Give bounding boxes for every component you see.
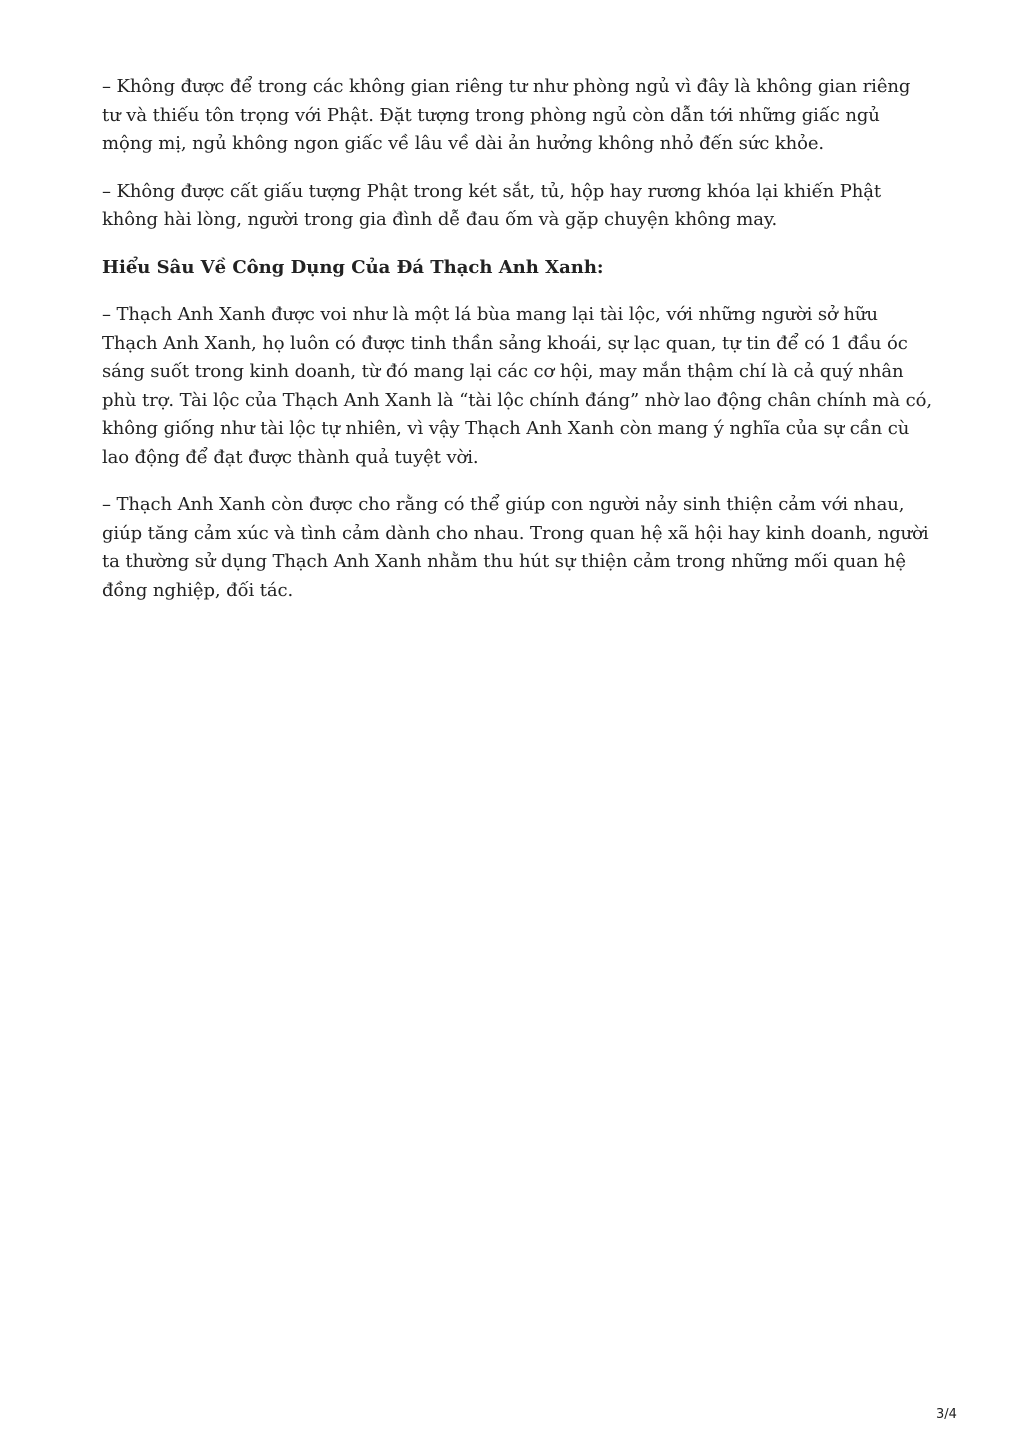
paragraph-safe-warning: – Không được cất giấu tượng Phật trong két sắt, tủ, hộp hay rương khóa lại khiến Phật không hài lòng, người trong gia đình dễ đau ốm và gặp chuyện không may. <box>102 180 882 230</box>
document-body <box>102 73 932 624</box>
paragraph-relationships: – Thạch Anh Xanh còn được cho rằng có thể giúp con người nảy sinh thiện cảm với nhau, giúp tăng cảm xúc và tình cảm dành cho nhau. Trong quan hệ xã hội hay kinh doanh, người ta thường sử dụng Thạch Anh Xanh nhằm thu hút sự thiện cảm trong những mối quan hệ đồng nghiệp, đối tác. <box>102 494 929 601</box>
paragraph-bedroom-warning: – Không được để trong các không gian riêng tư như phòng ngủ vì đây là không gian riêng tư và thiếu tôn trọng với Phật. Đặt tượng trong phòng ngủ còn dẫn tới những giấc ngủ mộng mị, ngủ không ngon giấc về lâu về dài ản hưởng không nhỏ đến sức khỏe. <box>102 76 911 154</box>
section-heading: Hiểu Sâu Về Công Dụng Của Đá Thạch Anh Xanh: <box>102 256 604 278</box>
paragraph-wealth: – Thạch Anh Xanh được voi như là một lá bùa mang lại tài lộc, với những người sở hữu Thạch Anh Xanh, họ luôn có được tinh thần sảng khoái, sự lạc quan, tự tin để có 1 đầu óc sáng suốt trong kinh doanh, từ đó mang lại các cơ hội, may mắn thậm chí là cả quý nhân phù trợ. Tài lộc của Thạch Anh Xanh là “tài lộc chính đáng” nhờ lao động chân chính mà có, không giống như tài lộc tự nhiên, vì vậy Thạch Anh Xanh còn mang ý nghĩa của sự cần cù lao động để đạt được thành quả tuyệt vời. <box>102 304 932 468</box>
page-number: 3/4 <box>936 1407 957 1422</box>
